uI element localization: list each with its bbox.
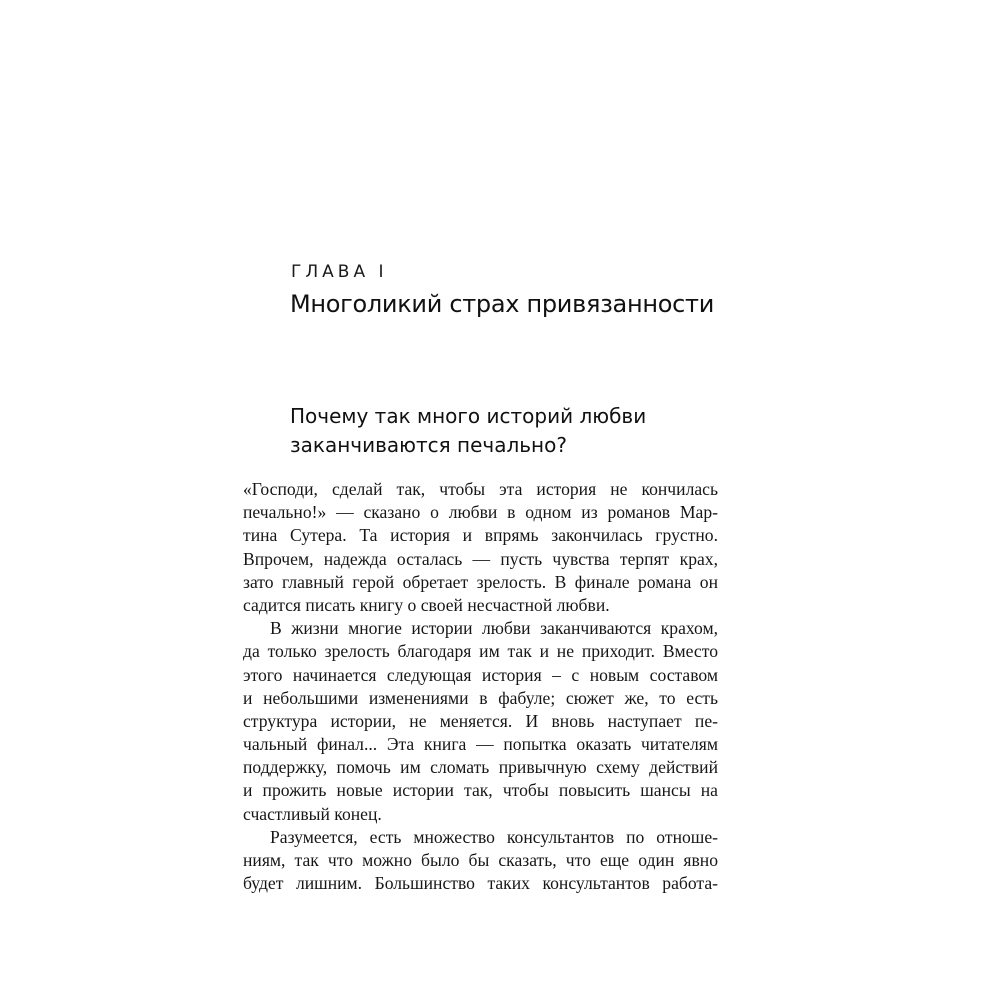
body-line: ниям, так что можно было бы сказать, что еще один явно xyxy=(243,850,718,870)
chapter-title: Многоликий страх привязанности xyxy=(290,290,714,318)
chapter-label: ГЛАВА I xyxy=(291,262,388,282)
body-line: и прожить новые истории так, чтобы повысить шансы на xyxy=(243,780,718,801)
body-line: счастливый конец. xyxy=(243,803,382,824)
body-line: зато главный герой обретает зрелость. В финале романа он xyxy=(243,571,718,592)
body-line: и небольшими изменениями в фабуле; сюжет же, то есть xyxy=(243,687,718,708)
body-line: структура истории, не меняется. И вновь наступает пе- xyxy=(243,710,718,731)
body-line: В жизни многие истории любви заканчиваются крахом, xyxy=(270,618,718,639)
body-line: печально!» — сказано о любви в одном из романов Мар- xyxy=(243,502,718,523)
body-line: Впрочем, надежда осталась — пусть чувства терпят крах, xyxy=(243,548,718,569)
body-line: будет лишним. Большинство таких консультантов работа- xyxy=(243,873,718,894)
body-line: чальный финал... Эта книга — попытка оказать читателям xyxy=(243,734,718,755)
body-text xyxy=(243,478,718,895)
body-line: поддержку, помочь им сломать привычную схему действий xyxy=(243,757,718,778)
body-line: садится писать книгу о своей несчастной любви. xyxy=(243,594,610,615)
body-line: тина Сутера. Та история и впрямь закончилась грустно. xyxy=(243,525,718,546)
section-heading-line: заканчиваются печально? xyxy=(290,433,567,457)
body-line: Разумеется, есть множество консультантов по отноше- xyxy=(270,826,718,847)
section-heading xyxy=(290,402,710,460)
section-heading-line: Почему так много историй любви xyxy=(290,404,647,428)
body-line: «Господи, сделай так, чтобы эта история не кончилась xyxy=(243,479,718,499)
body-line: да только зрелость благодаря им так и не приходит. Вместо xyxy=(243,641,718,662)
body-line: этого начинается следующая история – с новым составом xyxy=(243,664,718,685)
